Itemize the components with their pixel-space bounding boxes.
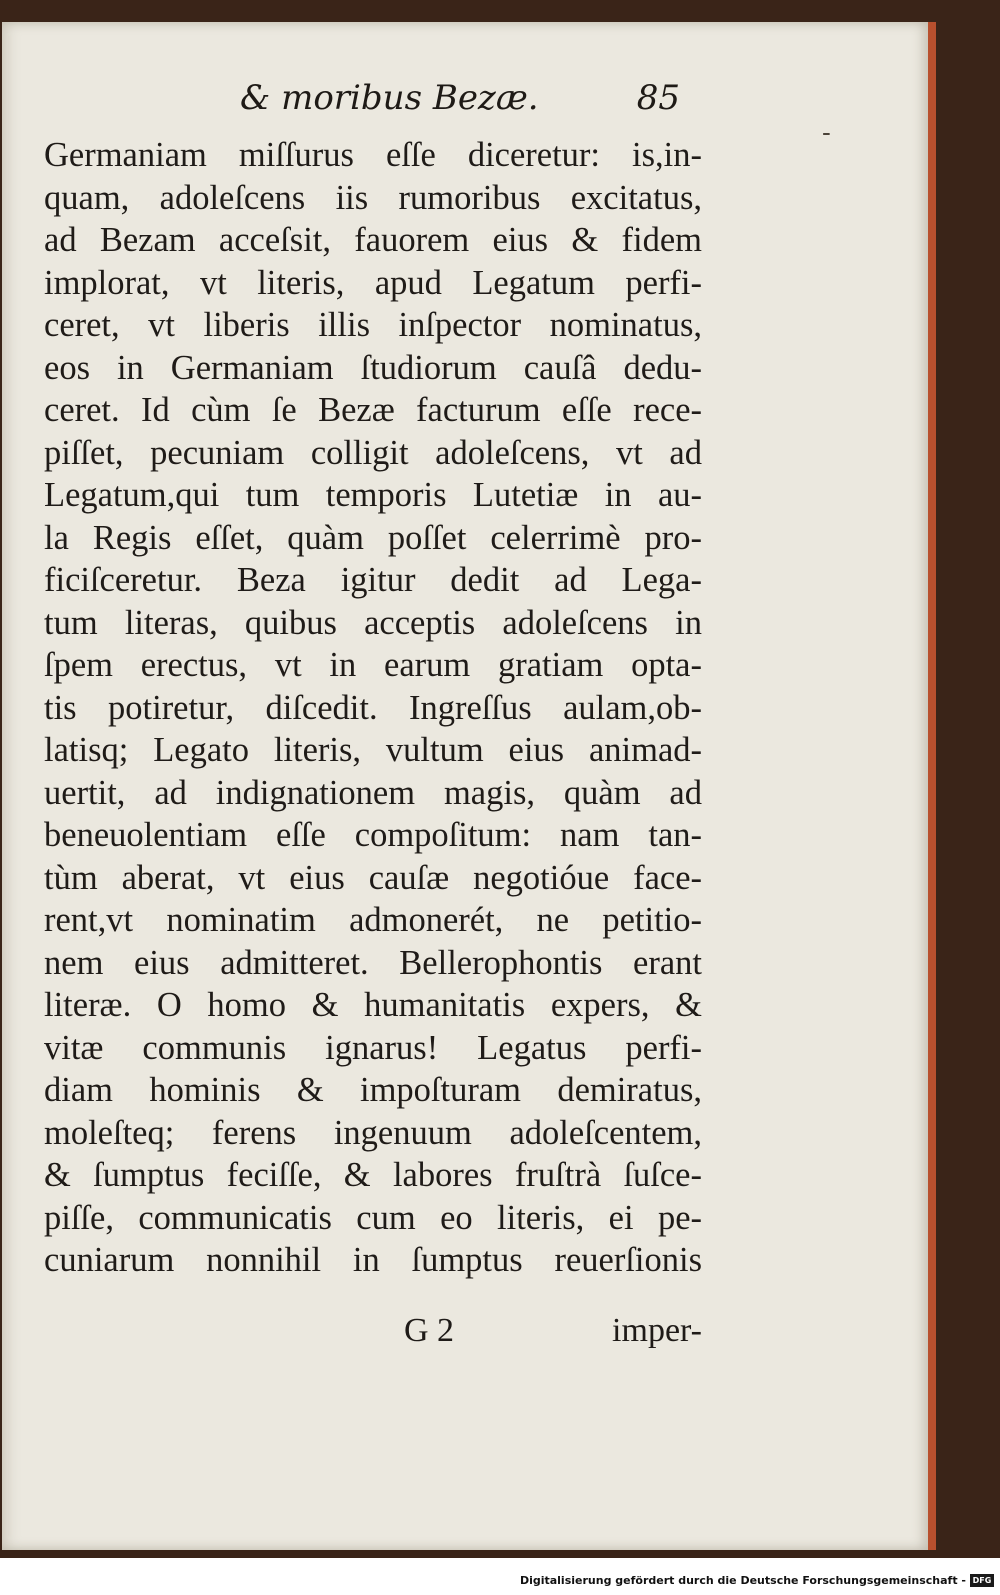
footer-credit: Digitalisierung gefördert durch die Deutsche Forschungsgemeinschaft -: [519, 1574, 966, 1587]
text-line: ceret, vt liberis illis inſpector nominatus,: [44, 306, 702, 344]
running-title: & moribus Bezæ.: [240, 78, 539, 118]
text-line: diam hominis & impoſturam demiratus,: [44, 1071, 702, 1109]
text-line: tum literas, quibus acceptis adoleſcens in: [44, 603, 702, 642]
text-line: & ſumptus feciſſe, & labores fruſtrà ſuſce-: [44, 1156, 702, 1194]
text-line: tis potiretur, diſcedit. Ingreſſus aulam,ob-: [44, 688, 702, 727]
text-line: nem eius admitteret. Bellerophontis erant: [44, 943, 702, 982]
text-line: uertit, ad indignationem magis, quàm ad: [44, 773, 702, 812]
text-line: eos in Germaniam ſtudiorum cauſâ dedu-: [44, 348, 702, 387]
running-head: [240, 78, 680, 128]
text-line: piſſe, communicatis cum eo literis, ei pe-: [44, 1198, 702, 1237]
dfg-logo-icon: DFG: [970, 1574, 994, 1587]
body-text: [44, 134, 702, 1282]
text-line: ficiſceretur. Beza igitur dedit ad Lega-: [44, 561, 702, 599]
margin-mark: -: [822, 118, 831, 148]
text-line: moleſteq; ferens ingenuum adoleſcentem,: [44, 1113, 702, 1152]
text-line: la Regis eſſet, quàm poſſet celerrimè pro-: [44, 518, 702, 557]
page-number: 85: [636, 78, 680, 118]
text-line: cuniarum nonnihil in ſumptus reuerſionis: [44, 1241, 702, 1279]
text-line: latisq; Legato literis, vultum eius animad-: [44, 731, 702, 769]
signature-mark: G 2: [404, 1312, 455, 1349]
text-line: quam, adoleſcens iis rumoribus excitatus,: [44, 178, 702, 217]
text-line: Legatum,qui tum temporis Lutetiæ in au-: [44, 476, 702, 514]
text-line: Germaniam miſſurus eſſe diceretur: is,in-: [44, 136, 702, 174]
text-line: beneuolentiam eſſe compoſitum: nam tan-: [44, 816, 702, 854]
text-line: ad Bezam acceſsit, fauorem eius & fidem: [44, 221, 702, 259]
text-line: ceret. Id cùm ſe Bezæ facturum eſſe rece-: [44, 391, 702, 429]
text-line: implorat, vt literis, apud Legatum perfi-: [44, 263, 702, 302]
text-line: piſſet, pecuniam colligit adoleſcens, vt ad: [44, 433, 702, 472]
signature-line: [44, 1312, 702, 1356]
text-line: ſpem erectus, vt in earum gratiam opta-: [44, 646, 702, 684]
catchword: imper-: [612, 1312, 702, 1349]
text-line: rent,vt nominatim admonerét, ne petitio-: [44, 901, 702, 939]
page-edge: [928, 22, 936, 1550]
text-line: vitæ communis ignarus! Legatus perfi-: [44, 1028, 702, 1067]
text-line: tùm aberat, vt eius cauſæ negotióue face-: [44, 858, 702, 897]
text-line: literæ. O homo & humanitatis expers, &: [44, 986, 702, 1024]
footer-bar: [0, 1571, 1000, 1595]
